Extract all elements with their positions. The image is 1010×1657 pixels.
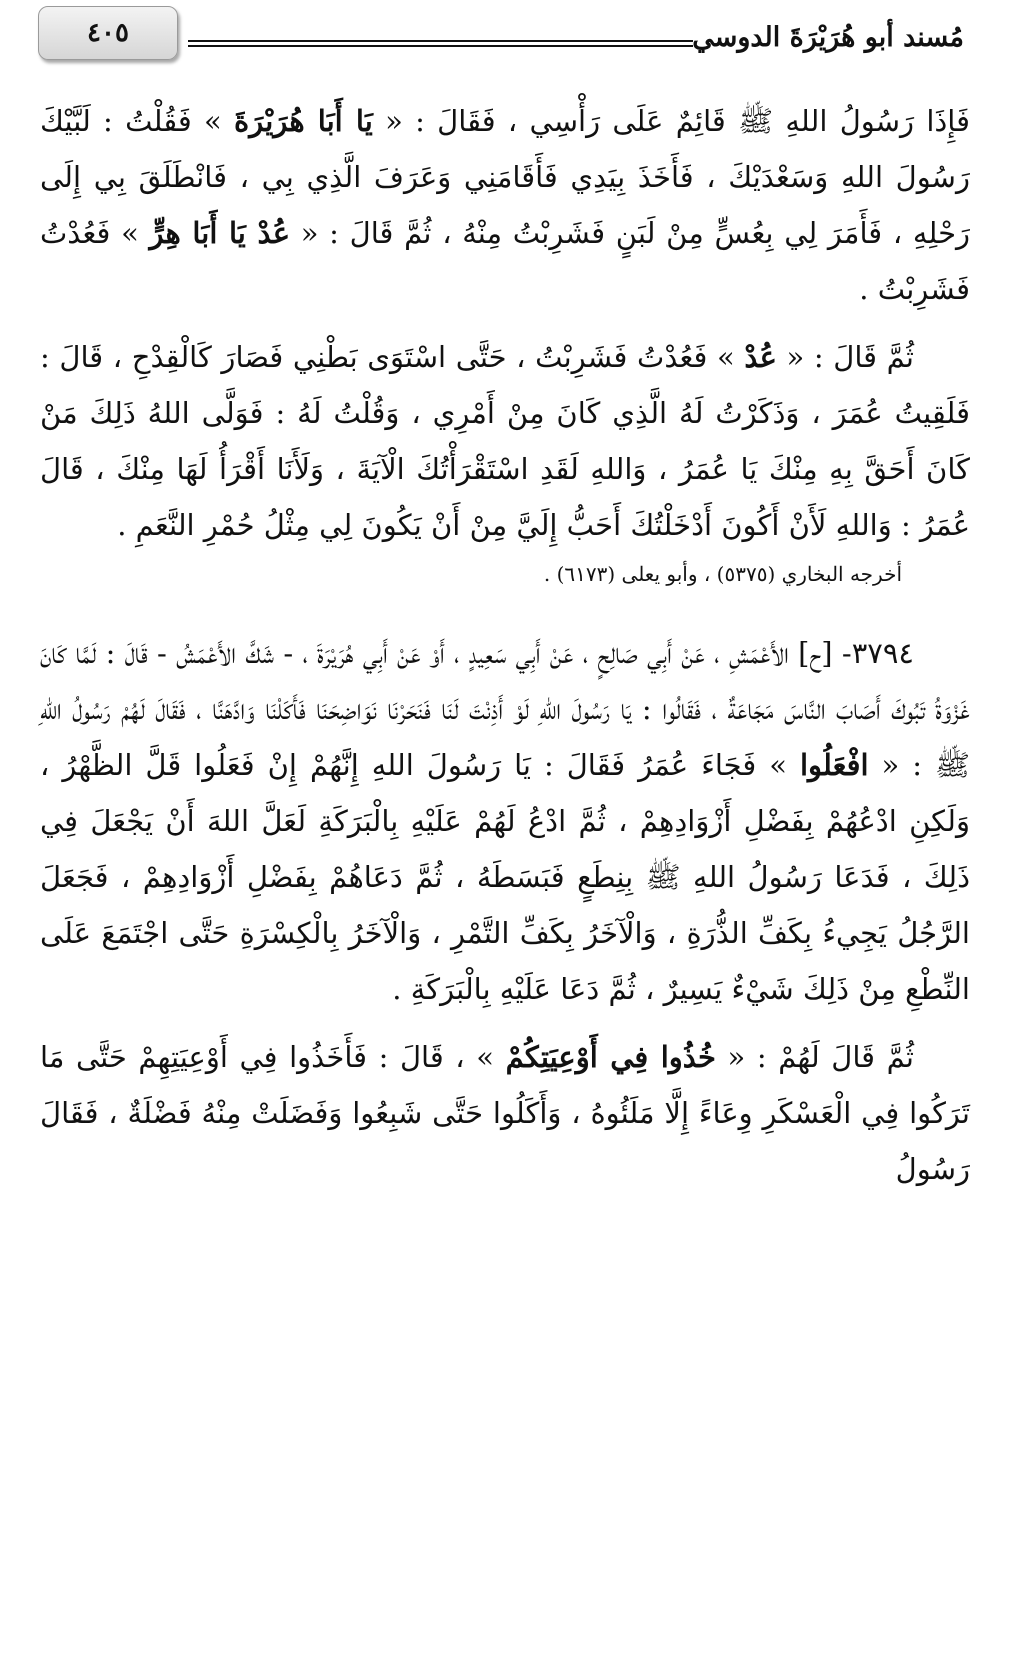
text-segment: » فَجَاءَ عُمَرُ فَقَالَ : يَا رَسُولَ اللهِ إِنَّهُمْ إِنْ فَعَلُوا قَلَّ الظَّهْرُ ، وَلَكِنِ ادْعُهُمْ بِفَضْلِ أَزْوَادِهِمْ ، ثُمَّ ادْعُ لَهُمْ عَلَيْهِ بِالْبَرَكَةِ لَعَلَّ اللهَ أَنْ يَجْعَلَ فِي ذَلِكَ ، فَدَعَا رَسُولُ اللهِ ﷺ بِنِطَعٍ فَبَسَطَهُ ، ثُمَّ دَعَاهُمْ بِفَضْلِ أَزْوَادِهِمْ ، فَجَعَلَ الرَّجُلُ يَجِيءُ بِكَفِّ الذُّرَةِ ، وَالْآخَرُ بِكَفِّ التَّمْرِ ، وَالْآخَرُ بِالْكِسْرَةِ حَتَّى اجْتَمَعَ عَلَى النِّطْعِ مِنْ ذَلِكَ شَيْءٌ يَسِيرٌ ، ثُمَّ دَعَا عَلَيْهِ بِالْبَرَكَةِ . — [40, 748, 970, 1006]
paragraph-continuation — [40, 93, 970, 317]
paragraph-vessels — [40, 1029, 970, 1197]
section-spacer — [40, 591, 970, 625]
hadith-3794 — [40, 625, 970, 1017]
text-segment: » ، قَالَ : فَأَخَذُوا فِي أَوْعِيَتِهِمْ حَتَّى مَا تَرَكُوا فِي الْعَسْكَرِ وِعَاءً إِلَّا مَلَئُوهُ ، وَأَكَلُوا حَتَّى شَبِعُوا وَفَضَلَتْ مِنْهُ فَضْلَةٌ ، فَقَالَ رَسُولُ — [40, 1040, 970, 1186]
quoted-speech: يَا أَبَا هُرَيْرَةَ — [234, 104, 373, 138]
text-segment: » فَقُلْتُ : لَبَّيْكَ رَسُولَ اللهِ وَسَعْدَيْكَ ، فَأَخَذَ بِيَدِي فَأَقَامَنِي وَعَرَفَ الَّذِي بِي ، فَانْطَلَقَ بِي إِلَى رَحْلِهِ ، فَأَمَرَ لِي بِعُسٍّ مِنْ لَبَنٍ فَشَرِبْتُ مِنْهُ ، ثُمَّ قَالَ : « — [40, 104, 971, 250]
text-segment: » فَعُدْتُ فَشَرِبْتُ . — [40, 216, 970, 306]
text-segment: ثُمَّ قَالَ : « — [776, 340, 915, 374]
quoted-speech: افْعَلُوا — [799, 748, 869, 782]
takhrij-footnote: أخرجه البخاري (٥٣٧٥) ، وأبو يعلى (٦١٧٣) . — [543, 562, 902, 586]
running-title: مُسند أبو هُرَيْرَةَ الدوسي — [692, 22, 964, 53]
page-header — [0, 0, 1010, 80]
text-segment: ثُمَّ قَالَ لَهُمْ : « — [715, 1040, 915, 1074]
header-divider — [188, 40, 693, 47]
quoted-speech: عُدْ يَا أَبَا هِرٍّ — [149, 216, 290, 250]
text-segment: ٣٧٩٤- [ح] الأَعْمَشِ ، عَنْ أَبِي صَالِحٍ ، عَنْ أَبِي سَعِيدٍ ، أَوْ عَنْ أَبِي هُرَيْرَةَ ، - شَكَّ الأَعْمَشُ - قَالَ : لَمَّا كَانَ غَزْوَةُ تَبُوكَ أَصَابَ النَّاسَ مَجَاعَةٌ ، فَقَالُوا : يَا رَسُولَ اللهِ لَوْ أَذِنْتَ لَنَا فَنَحَرْنَا نَوَاضِحَنَا فَأَكَلْنَا وَادَّهَنَّا ، فَقَالَ لَهُمْ رَسُولُ اللهِ ﷺ : « — [40, 636, 970, 782]
page-number-badge — [38, 6, 178, 60]
paragraph-umar — [40, 329, 970, 553]
main-text — [40, 93, 970, 1197]
text-segment: » فَعُدْتُ فَشَرِبْتُ ، حَتَّى اسْتَوَى بَطْنِي فَصَارَ كَالْقِدْحِ ، قَالَ : فَلَقِيتُ عُمَرَ ، وَذَكَرْتُ لَهُ الَّذِي كَانَ مِنْ أَمْرِي ، وَقُلْتُ لَهُ : فَوَلَّى اللهُ ذَلِكَ مَنْ كَانَ أَحَقَّ بِهِ مِنْكَ يَا عُمَرُ ، وَاللهِ لَقَدِ اسْتَقْرَأْتُكَ الْآيَةَ ، وَلَأَنَا أَقْرَأُ لَهَا مِنْكَ ، قَالَ عُمَرُ : وَاللهِ لَأَنْ أَكُونَ أَدْخَلْتُكَ أَحَبُّ إِلَيَّ مِنْ أَنْ يَكُونَ لِي مِثْلُ حُمْرِ النَّعَمِ . — [40, 340, 970, 542]
quoted-speech: عُدْ — [744, 340, 777, 374]
text-segment: فَإِذَا رَسُولُ اللهِ ﷺ قَائِمٌ عَلَى رَأْسِي ، فَقَالَ : « — [372, 104, 971, 138]
quoted-speech: خُذُوا فِي أَوْعِيَتِكُمْ — [505, 1040, 716, 1074]
page-number: ٤٠٥ — [87, 18, 129, 48]
